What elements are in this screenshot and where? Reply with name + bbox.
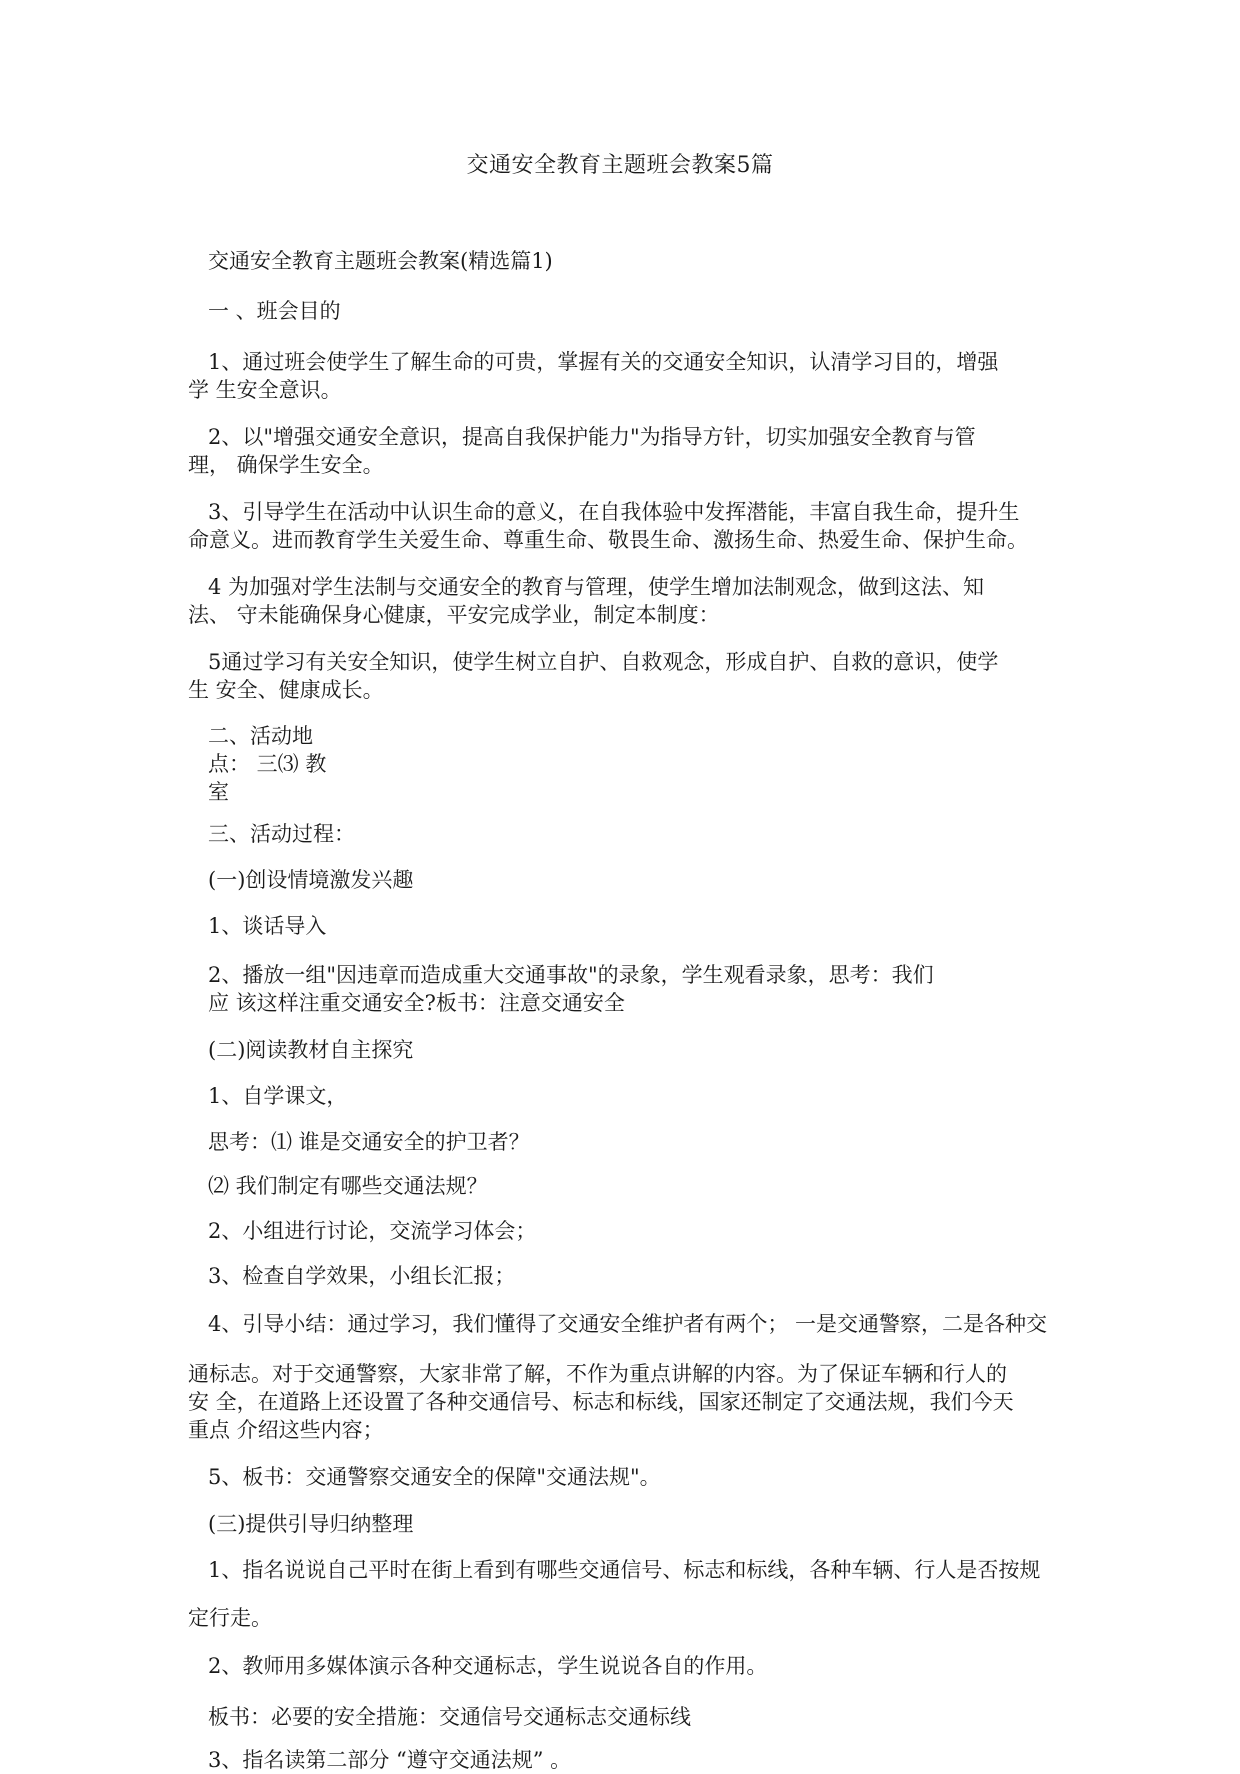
paragraph-line: 室 — [208, 780, 229, 804]
paragraph-line: 理， 确保学生安全。 — [188, 453, 384, 477]
paragraph-line: 应 该这样注重交通安全?板书：注意交通安全 — [208, 991, 625, 1015]
paragraph-line: 3、指名读第二部分 “遵守交通法规” 。 — [208, 1748, 572, 1772]
paragraph-line: 4、引导小结：通过学习，我们懂得了交通安全维护者有两个； 一是交通警察，二是各种交 — [208, 1312, 1048, 1336]
paragraph-line: 定行走。 — [188, 1606, 272, 1630]
paragraph-line: 1、自学课文， — [208, 1084, 348, 1108]
paragraph-line: 2、以"增强交通安全意识，提高自我保护能力"为指导方针，切实加强安全教育与管 — [208, 425, 976, 449]
paragraph-line: 4 为加强对学生法制与交通安全的教育与管理，使学生增加法制观念，做到这法、知 — [208, 575, 985, 599]
paragraph-line: 二、活动地 — [208, 724, 313, 748]
paragraph-line: 3、引导学生在活动中认识生命的意义，在自我体验中发挥潜能，丰富自我生命，提升生 — [208, 500, 1020, 524]
paragraph-line: 思考：⑴ 谁是交通安全的护卫者？ — [208, 1130, 530, 1154]
paragraph-line: 2、教师用多媒体演示各种交通标志，学生说说各自的作用。 — [208, 1654, 768, 1678]
paragraph-line: 重点 介绍这些内容； — [188, 1418, 384, 1442]
paragraph-line: ⑵ 我们制定有哪些交通法规？ — [208, 1174, 488, 1198]
paragraph-line: 法、 守未能确保身心健康，平安完成学业，制定本制度： — [188, 603, 720, 627]
paragraph-line: 命意义。进而教育学生关爱生命、尊重生命、敬畏生命、激扬生命、热爱生命、保护生命。 — [188, 528, 1028, 552]
paragraph-line: 生 安全、健康成长。 — [188, 678, 384, 702]
paragraph-line: 点： 三⑶ 教 — [208, 752, 327, 776]
paragraph-line: 板书：必要的安全措施：交通信号交通标志交通标线 — [208, 1705, 691, 1729]
paragraph-line: 1、指名说说自己平时在街上看到有哪些交通信号、标志和标线，各种车辆、行人是否按规 — [208, 1558, 1041, 1582]
paragraph-line: 学 生安全意识。 — [188, 378, 342, 402]
paragraph-line: 通标志。对于交通警察，大家非常了解，不作为重点讲解的内容。为了保证车辆和行人的 — [188, 1362, 1007, 1386]
subsection-heading: (二)阅读教材自主探究 — [208, 1038, 414, 1062]
subsection-heading: (三)提供引导归纳整理 — [208, 1512, 414, 1536]
paragraph-line: 3、检查自学效果，小组长汇报； — [208, 1264, 516, 1288]
subsection-heading: 三、活动过程： — [208, 822, 355, 846]
paragraph-line: 5通过学习有关安全知识，使学生树立自护、自救观念，形成自护、自救的意识，使学 — [208, 650, 999, 674]
paragraph-line: 1、谈话导入 — [208, 914, 327, 938]
paragraph-line: 1、通过班会使学生了解生命的可贵，掌握有关的交通安全知识，认清学习目的，增强 — [208, 350, 999, 374]
paragraph-line: 2、播放一组"因违章而造成重大交通事故"的录象，学生观看录象，思考：我们 — [208, 963, 934, 987]
subsection-heading: (一)创设情境激发兴趣 — [208, 868, 414, 892]
subsection-heading: 一 、班会目的 — [208, 299, 341, 323]
paragraph-line: 2、小组进行讨论，交流学习体会； — [208, 1219, 537, 1243]
document-title: 交通安全教育主题班会教案5篇 — [466, 153, 774, 178]
section-heading: 交通安全教育主题班会教案(精选篇1) — [208, 249, 553, 273]
paragraph-line: 安 全，在道路上还设置了各种交通信号、标志和标线，国家还制定了交通法规，我们今天 — [188, 1390, 1014, 1414]
paragraph-line: 5、板书：交通警察交通安全的保障"交通法规"。 — [208, 1465, 661, 1489]
